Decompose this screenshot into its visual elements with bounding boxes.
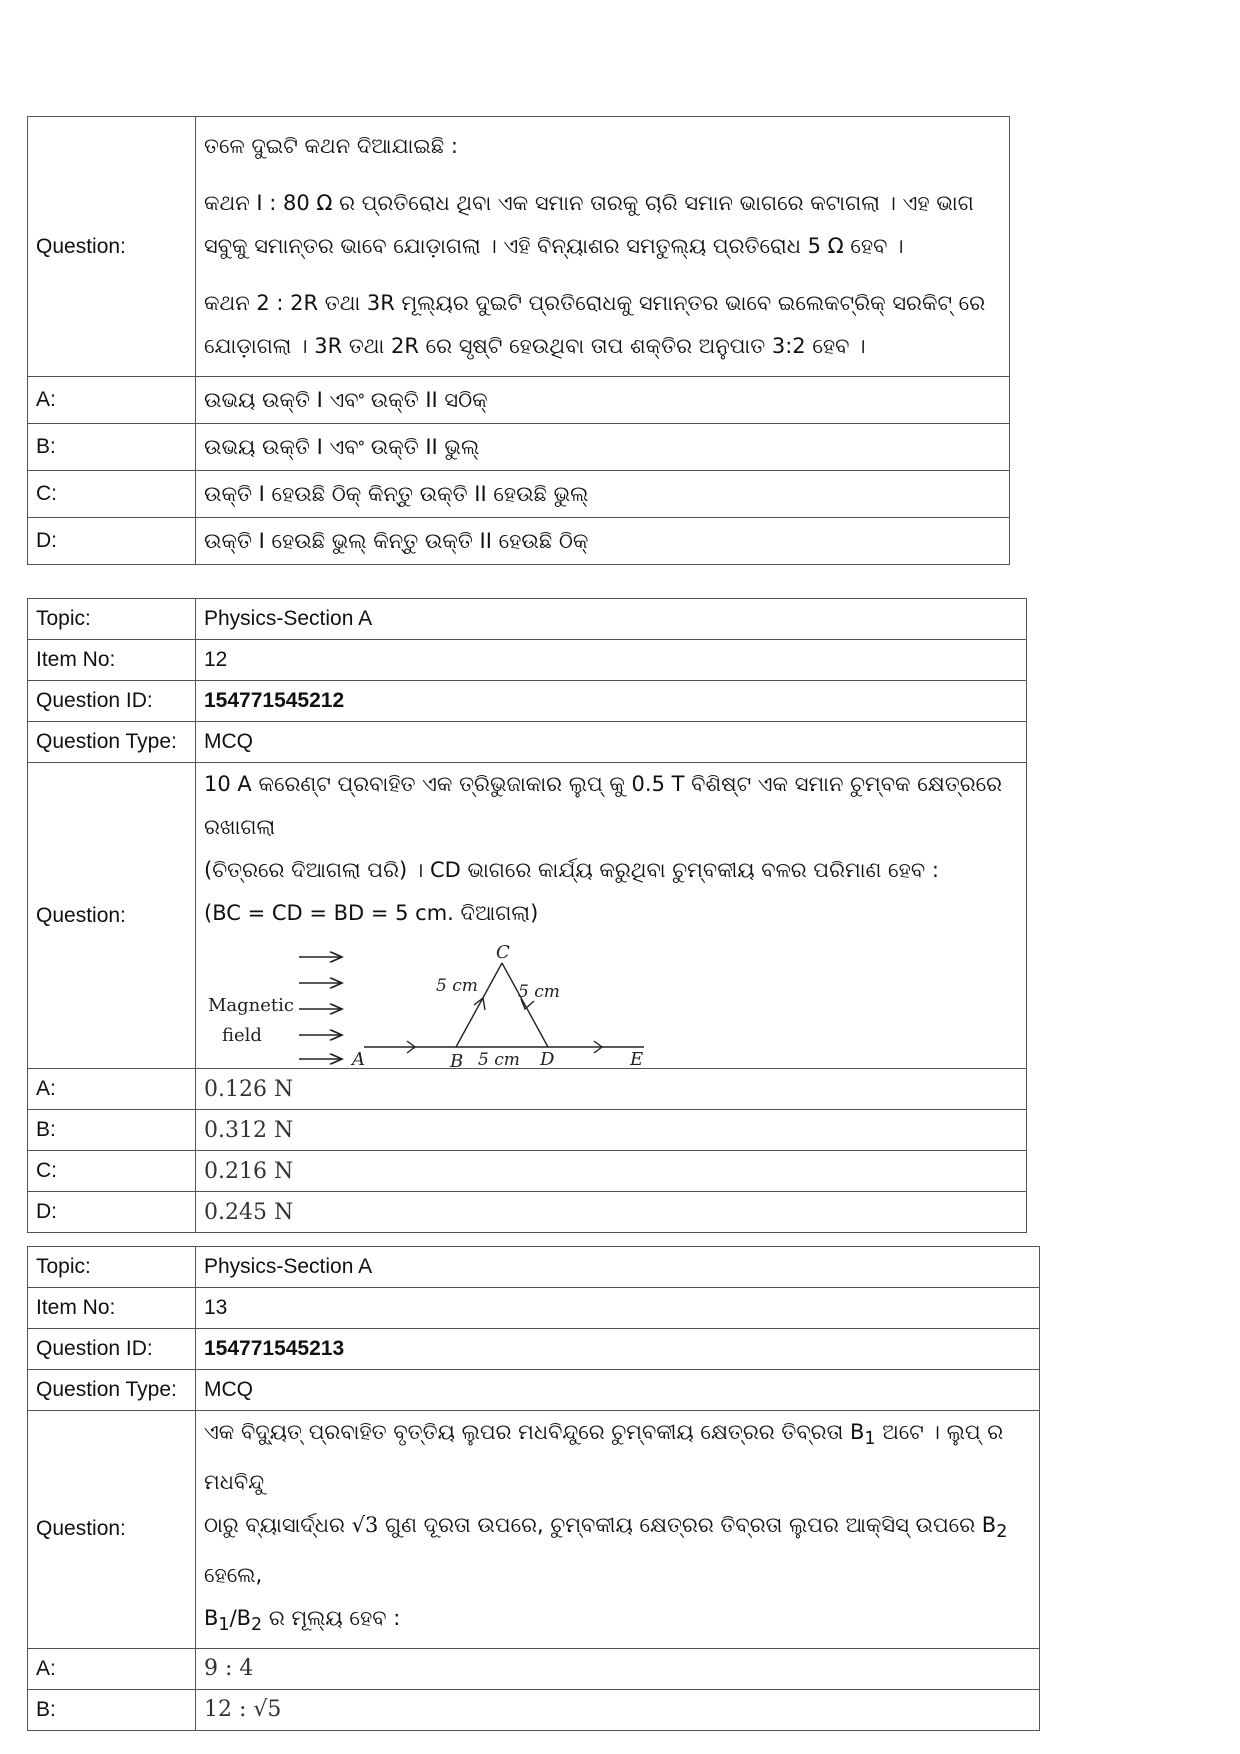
question-label: Question: [28, 117, 196, 377]
topic-label: Topic: [28, 599, 196, 640]
option-c-label: C: [28, 1151, 196, 1192]
option-b-label: B: [28, 1689, 196, 1730]
option-c-text: ଉକ୍ତି I ହେଉଛି ଠିକ୍ କିନ୍ତୁ ଉକ୍ତି II ହେଉଛି ଭୁଲ୍ [196, 471, 1010, 518]
magnetic-field-arrows [299, 957, 342, 1059]
question-label: Question: [28, 763, 196, 1069]
point-b: B [450, 1051, 464, 1068]
loop-wires [364, 963, 644, 1053]
item-no-value: 13 [196, 1288, 1040, 1329]
option-d-text: ଉକ୍ତି I ହେଉଛି ଭୁଲ୍ କିନ୍ତୁ ଉକ୍ତି II ହେଉଛି ଠିକ୍ [196, 518, 1010, 565]
question-type-value: MCQ [196, 722, 1027, 763]
question-intro: ତଳେ ଦୁଇଟି କଥନ ଦିଆଯାଇଛି : [204, 134, 458, 158]
sqrt-3: √3 [351, 1513, 379, 1538]
statement-2-line-1: କଥନ 2 : 2R ତଥା 3R ମୂଲ୍ୟର ଦୁଇଟି ପ୍ରତିରୋଧକୁ ସମାନ୍ତର ଭାବେ ଇଲେକଟ୍ରିକ୍ ସରକିଟ୍ ରେ [204, 291, 986, 315]
triangle-loop-figure [204, 943, 664, 1068]
statement-1-line-1: କଥନ I : 80 Ω ର ପ୍ରତିରୋଧ ଥିବା ଏକ ସମାନ ତାରକୁ ଚାରି ସମାନ ଭାଗରେ କଟାଗଲା । ଏହ ଭାଗ [204, 191, 974, 215]
option-c-label: C: [28, 471, 196, 518]
point-e: E [630, 1049, 644, 1068]
question-line-3: (BC = CD = BD = 5 cm. ଦିଆଗଲା) [204, 901, 539, 925]
option-a-label: A: [28, 377, 196, 424]
option-a-label: A: [28, 1069, 196, 1110]
option-a-label: A: [28, 1648, 196, 1689]
item-no-label: Item No: [28, 640, 196, 681]
option-b-text: ଉଭୟ ଉକ୍ତି I ଏବଂ ଉକ୍ତି II ଭୁଲ୍ [196, 424, 1010, 471]
option-a-text: ଉଭୟ ଉକ୍ତି I ଏବଂ ଉକ୍ତି II ସଠିକ୍ [196, 377, 1010, 424]
question-text [196, 1411, 1040, 1649]
topic-value: Physics-Section A [196, 599, 1027, 640]
question-type-label: Question Type: [28, 722, 196, 763]
question-label: Question: [28, 1411, 196, 1649]
question-text [196, 117, 1010, 377]
question-id-label: Question ID: [28, 1329, 196, 1370]
question-id-value: 154771545212 [196, 681, 1027, 722]
option-c-text: 0.216 N [196, 1151, 1027, 1192]
length-bc-label: 5 cm [436, 976, 478, 996]
question-id-label: Question ID: [28, 681, 196, 722]
question-block-13 [27, 1246, 1040, 1731]
point-a: A [352, 1049, 365, 1068]
topic-value: Physics-Section A [196, 1247, 1040, 1288]
option-d-label: D: [28, 1192, 196, 1233]
question-line-2: (ଚିତ୍ରରେ ଦିଆଗଲା ପରି) । CD ଭାଗରେ କାର୍ଯ୍ୟ କରୁଥିବା ଚୁମ୍ବକୀୟ ବଳର ପରିମାଣ ହେବ : [204, 858, 939, 882]
item-no-label: Item No: [28, 1288, 196, 1329]
topic-label: Topic: [28, 1247, 196, 1288]
option-a-text: 0.126 N [196, 1069, 1027, 1110]
point-d: D [540, 1049, 555, 1068]
option-a-text: 9 : 4 [196, 1648, 1040, 1689]
question-line-1: 10 A କରେଣ୍ଟ ପ୍ରବାହିତ ଏକ ତ୍ରିଭୁଜାକାର ଲୁପ୍ କୁ 0.5 T ବିଶିଷ୍ଟ ଏକ ସମାନ ଚୁମ୍ବକ କ୍ଷେତ୍ରରେ ରଖାଗଲା [204, 772, 1003, 839]
option-b-label: B: [28, 1110, 196, 1151]
question-type-label: Question Type: [28, 1370, 196, 1411]
question-block-12 [27, 598, 1027, 1233]
question-block-11 [27, 116, 1010, 565]
option-b-label: B: [28, 424, 196, 471]
question-id-value: 154771545213 [196, 1329, 1040, 1370]
statement-2-line-2: ଯୋଡ଼ାଗଲା । 3R ତଥା 2R ରେ ସୃଷ୍ଟି ହେଉଥିବା ତାପ ଶକ୍ତିର ଅନୁପାତ 3:2 ହେବ । [204, 334, 866, 358]
length-bd-label: 5 cm [478, 1050, 520, 1068]
question-text [196, 763, 1027, 1069]
option-b-text: 12 : √5 [196, 1689, 1040, 1730]
field-label-2: field [222, 1025, 262, 1046]
length-cd-label: 5 cm [518, 982, 560, 1002]
option-d-text: 0.245 N [196, 1192, 1027, 1233]
question-line-1: ଏକ ବିଦ୍ୟୁତ୍ ପ୍ରବାହିତ ବୃତ୍ତିୟ ଲୁପର ମଧବିନ୍ଦୁରେ ଚୁମ୍ବକୀୟ କ୍ଷେତ୍ରର ତିବ୍ରତା $B_1$ ଅଟେ । ଲୁପ୍ ର ମଧବିନ୍ଦୁ [204, 1420, 1004, 1495]
option-d-label: D: [28, 518, 196, 565]
field-label-1: Magnetic [208, 995, 295, 1016]
statement-1-line-2: ସବୁକୁ ସମାନ୍ତର ଭାବେ ଯୋଡ଼ାଗଲା । ଏହି ବିନ୍ୟାଶର ସମତୁଲ୍ୟ ପ୍ରତିରୋଧ 5 Ω ହେବ । [204, 234, 904, 258]
question-line-3: $B_1/B_2$ ର ମୂଲ୍ୟ ହେବ : [204, 1606, 401, 1636]
question-type-value: MCQ [196, 1370, 1040, 1411]
question-line-2: ଠାରୁ ବ୍ୟାସାର୍ଦ୍ଧର √3 ଗୁଣ ଦୂରତା ଉପରେ, ଚୁମ୍ବକୀୟ କ୍ଷେତ୍ରର ତିବ୍ରତା ଲୁପର ଆକ୍ସିସ୍ ଉପରେ $B_2$ ହେଲେ, [204, 1513, 1008, 1588]
option-b-text: 0.312 N [196, 1110, 1027, 1151]
item-no-value: 12 [196, 640, 1027, 681]
point-c: C [496, 943, 510, 963]
